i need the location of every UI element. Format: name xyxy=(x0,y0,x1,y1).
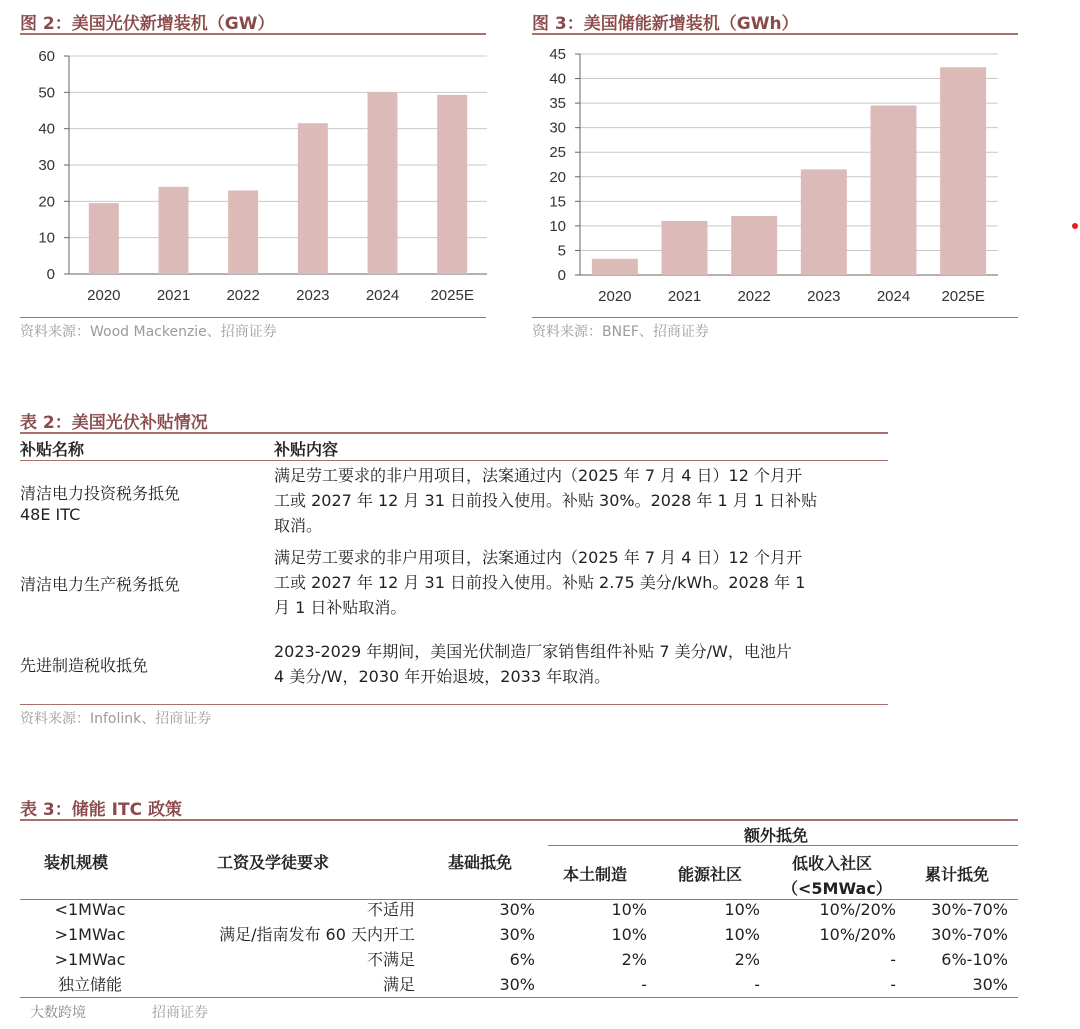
table3-cell-lowincome: 10%/20% xyxy=(819,900,896,919)
table3-cell-scale: 独立储能 xyxy=(57,975,122,994)
table3-top-rule xyxy=(20,819,1018,821)
fig3-bar-chart xyxy=(532,40,1022,312)
table3-header-lowincome-line1: 低收入社区 xyxy=(792,854,873,873)
fig3-y-tick-label: 0 xyxy=(557,267,566,284)
fig3-top-rule xyxy=(532,33,1018,35)
table3-cell-base: 30% xyxy=(499,925,535,944)
fig3-y-tick-label: 10 xyxy=(549,217,566,235)
table2-row2-name: 清洁电力生产税务抵免 xyxy=(20,575,181,594)
table2-row1-name-line1: 清洁电力投资税务抵免 xyxy=(20,484,181,503)
fig2-y-tick-label: 50 xyxy=(38,84,55,102)
fig2-bar-2021 xyxy=(159,187,189,274)
fig3-bar-2024 xyxy=(871,106,917,275)
fig2-y-tick-label: 0 xyxy=(46,266,55,283)
fig2-y-tick-label: 10 xyxy=(38,229,55,247)
fig2-y-tick-label: 40 xyxy=(38,120,55,138)
fig3-y-tick-label: 25 xyxy=(549,144,566,162)
table3-bottom-rule xyxy=(20,997,1018,998)
fig3-x-tick-label: 2025E xyxy=(941,288,985,305)
fig2-bar-chart xyxy=(20,40,490,312)
fig3-y-tick-label: 35 xyxy=(549,95,566,113)
table3-cell-wage: 满足/指南发布 60 天内开工 xyxy=(219,925,415,944)
table2-header-name: 补贴名称 xyxy=(20,440,85,459)
fig3-x-tick-label: 2021 xyxy=(667,288,702,305)
fig2-bar-2023 xyxy=(298,123,328,274)
table3-header-lowincome-line2: （<5MWac） xyxy=(782,879,892,898)
fig3-bar-2021 xyxy=(662,221,708,275)
table3-cell-energy: - xyxy=(754,975,760,994)
fig3-x-tick-label: 2024 xyxy=(876,288,911,305)
table3-cell-local: - xyxy=(641,975,647,994)
table3-header-local: 本土制造 xyxy=(563,865,628,884)
fig2-y-tick-label: 20 xyxy=(38,193,55,211)
table3-cell-base: 6% xyxy=(509,950,535,969)
table3-header-base: 基础抵免 xyxy=(448,853,513,872)
table3-cell-base: 30% xyxy=(499,975,535,994)
table3-cell-local: 10% xyxy=(611,900,647,919)
table3-cell-lowincome: - xyxy=(890,975,896,994)
table2-row3-content-line1: 2023-2029 年期间，美国光伏制造厂家销售组件补贴 7 美分/W，电池片 xyxy=(274,642,792,661)
table3-cell-local: 10% xyxy=(611,925,647,944)
table3-header-scale: 装机规模 xyxy=(44,853,109,872)
table2-row2-content-line1: 满足劳工要求的非户用项目，法案通过内（2025 年 7 月 4 日）12 个月开 xyxy=(274,548,802,567)
fig3-title: 图 3：美国储能新增装机（GWh） xyxy=(532,14,799,34)
table3-header-wage: 工资及学徒要求 xyxy=(217,853,330,872)
table2-top-rule xyxy=(20,432,888,434)
table3-cell-local: 2% xyxy=(621,950,647,969)
fig2-top-rule xyxy=(20,33,486,35)
table3-cell-total: 6%-10% xyxy=(941,950,1008,969)
table3-cell-wage: 满足 xyxy=(382,975,415,994)
red-dot-marker xyxy=(1072,223,1078,229)
fig2-bar-2024 xyxy=(368,92,398,274)
table2-row1-content-line1: 满足劳工要求的非户用项目，法案通过内（2025 年 7 月 4 日）12 个月开 xyxy=(274,466,802,485)
table3-cell-energy: 2% xyxy=(734,950,760,969)
fig3-x-tick-label: 2020 xyxy=(598,288,632,305)
fig3-y-tick-label: 40 xyxy=(549,70,566,88)
table3-cell-scale: >1MWac xyxy=(54,925,126,944)
fig3-y-tick-label: 20 xyxy=(549,168,566,186)
fig2-source: 资料来源：Wood Mackenzie、招商证券 xyxy=(20,324,277,340)
table2-row2-content-line3: 月 1 日补贴取消。 xyxy=(274,598,407,617)
fig3-source: 资料来源：BNEF、招商证券 xyxy=(532,324,709,340)
fig3-x-tick-label: 2023 xyxy=(807,288,841,305)
fig2-x-tick-label: 2022 xyxy=(226,287,260,304)
fig3-bar-2025E xyxy=(940,67,986,275)
fig3-bar-2022 xyxy=(731,216,777,275)
table3-cell-total: 30%-70% xyxy=(931,900,1008,919)
table3-cell-base: 30% xyxy=(499,900,535,919)
fig3-y-tick-label: 5 xyxy=(557,242,566,260)
fig2-x-tick-label: 2024 xyxy=(365,287,400,304)
table3-header-energy: 能源社区 xyxy=(678,865,743,884)
table3-cell-scale: <1MWac xyxy=(54,900,126,919)
table3-cell-scale: >1MWac xyxy=(54,950,126,969)
table2-row1-content-line2: 工或 2027 年 12 月 31 日前投入使用。补贴 30%。2028 年 1 月 1 日补贴 xyxy=(274,491,818,510)
table2-source: 资料来源：Infolink、招商证券 xyxy=(20,711,212,727)
fig3-bar-2020 xyxy=(592,259,638,275)
fig2-x-tick-label: 2021 xyxy=(156,287,191,304)
table3-cell-energy: 10% xyxy=(724,900,760,919)
fig2-bar-2025E xyxy=(437,95,467,274)
table3-group-rule xyxy=(548,845,1018,846)
table2-row1-content-line3: 取消。 xyxy=(274,516,323,535)
table3-cell-energy: 10% xyxy=(724,925,760,944)
table3-cell-lowincome: 10%/20% xyxy=(819,925,896,944)
fig2-y-tick-label: 60 xyxy=(38,48,55,65)
table3-title: 表 3：储能 ITC 政策 xyxy=(20,800,182,820)
fig2-bottom-rule xyxy=(20,317,486,318)
fig2-x-tick-label: 2020 xyxy=(87,287,121,304)
table2-title: 表 2：美国光伏补贴情况 xyxy=(20,413,208,433)
table2-header-rule xyxy=(20,460,888,461)
fig3-bottom-rule xyxy=(532,317,1018,318)
table2-header-content: 补贴内容 xyxy=(274,440,339,459)
fig3-y-tick-label: 15 xyxy=(549,193,566,211)
fig2-title: 图 2：美国光伏新增装机（GW） xyxy=(20,14,275,34)
table3-cell-total: 30% xyxy=(972,975,1008,994)
fig3-x-tick-label: 2022 xyxy=(737,288,771,305)
table3-header-total: 累计抵免 xyxy=(925,865,990,884)
fig2-x-tick-label: 2025E xyxy=(430,287,474,304)
fig3-bar-2023 xyxy=(801,169,847,275)
table2-bottom-rule xyxy=(20,704,888,705)
table2-row3-content-line2: 4 美分/W，2030 年开始退坡，2033 年取消。 xyxy=(274,667,611,686)
watermark-text: 大数跨境 xyxy=(30,1005,86,1021)
table3-cell-lowincome: - xyxy=(890,950,896,969)
fig3-y-tick-label: 45 xyxy=(549,46,566,63)
table2-row3-name: 先进制造税收抵免 xyxy=(20,656,149,675)
table3-group-header: 额外抵免 xyxy=(744,826,809,845)
fig3-y-tick-label: 30 xyxy=(549,119,566,137)
table3-cell-wage: 不满足 xyxy=(366,950,415,969)
fig2-bar-2020 xyxy=(89,203,119,274)
fig2-x-tick-label: 2023 xyxy=(296,287,330,304)
fig2-bar-2022 xyxy=(228,190,258,274)
table2-row2-content-line2: 工或 2027 年 12 月 31 日前投入使用。补贴 2.75 美分/kWh。2028 年 1 xyxy=(274,573,806,592)
table2-row1-name-line2: 48E ITC xyxy=(20,505,81,524)
fig2-y-tick-label: 30 xyxy=(38,157,55,174)
table3-cell-wage: 不适用 xyxy=(366,900,415,919)
table3-source: 招商证券 xyxy=(152,1005,208,1021)
table3-cell-total: 30%-70% xyxy=(931,925,1008,944)
